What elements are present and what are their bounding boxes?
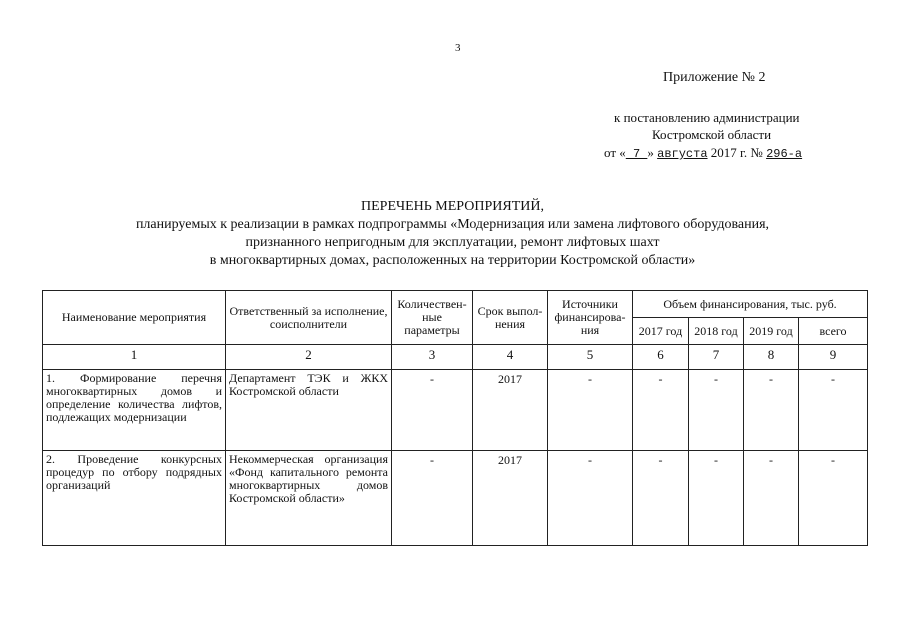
heading-title: ПЕРЕЧЕНЬ МЕРОПРИЯТИЙ, (361, 199, 544, 214)
header-term: Срок выпол-нения (473, 291, 548, 345)
measure-sources: - (548, 370, 633, 451)
col-number: 3 (392, 345, 473, 370)
header-sources: Источники финансирова-ния (548, 291, 633, 345)
funding-2018: - (689, 451, 744, 546)
page-number: 3 (455, 42, 461, 54)
heading-line-3: в многоквартирных домах, расположенных на территории Костромской области» (209, 253, 696, 268)
funding-2018: - (689, 370, 744, 451)
measure-name: 2. Проведение конкурсных процедур по отбору подрядных организаций (43, 451, 226, 546)
decree-number: 296-а (766, 147, 803, 161)
funding-2017: - (633, 370, 689, 451)
measure-quantity: - (392, 451, 473, 546)
col-number: 4 (473, 345, 548, 370)
measure-responsible: Департамент ТЭК и ЖКХ Костромской области (226, 370, 392, 451)
appendix-line-2: Костромской области (652, 127, 772, 142)
table-row (43, 451, 868, 546)
col-number: 6 (633, 345, 689, 370)
date-month: августа (657, 147, 708, 161)
col-number: 1 (43, 345, 226, 370)
date-suffix: 2017 г. № (707, 145, 767, 160)
col-number: 7 (689, 345, 744, 370)
measures-table (42, 290, 868, 546)
measure-name: 1. Формирование перечня многоквартирных домов и определение количества лифтов, подлежащих модернизации (43, 370, 226, 451)
measure-sources: - (548, 451, 633, 546)
header-responsible: Ответственный за исполнение, соисполнители (226, 291, 392, 345)
header-2017: 2017 год (633, 318, 689, 345)
col-number: 8 (744, 345, 799, 370)
funding-2019: - (744, 370, 799, 451)
header-2019: 2019 год (744, 318, 799, 345)
heading-line-2: признанного непригодным для эксплуатации, ремонт лифтовых шахт (245, 235, 660, 250)
measure-quantity: - (392, 370, 473, 451)
funding-total: - (799, 451, 868, 546)
measure-term: 2017 (473, 370, 548, 451)
appendix-line-1: к постановлению администрации (614, 110, 800, 125)
date-mid: » (647, 145, 658, 160)
column-numbers-row (43, 345, 868, 370)
table-row (43, 370, 868, 451)
col-number: 5 (548, 345, 633, 370)
funding-total: - (799, 370, 868, 451)
heading-line-1: планируемых к реализации в рамках подпрограммы «Модернизация или замена лифтового оборудования, (135, 217, 770, 232)
date-prefix: от « (604, 145, 626, 160)
col-number: 2 (226, 345, 392, 370)
appendix-date-line (604, 145, 802, 161)
document-heading (0, 198, 905, 270)
header-total: всего (799, 318, 868, 345)
measure-responsible: Некоммерческая организация «Фонд капитального ремонта многоквартирных домов Костромской области» (226, 451, 392, 546)
header-2018: 2018 год (689, 318, 744, 345)
header-funding: Объем финансирования, тыс. руб. (633, 291, 868, 318)
funding-2017: - (633, 451, 689, 546)
date-day: 7 (625, 147, 648, 161)
col-number: 9 (799, 345, 868, 370)
header-quantity: Количествен-ные параметры (392, 291, 473, 345)
measure-term: 2017 (473, 451, 548, 546)
appendix-title: Приложение № 2 (663, 70, 766, 85)
table-header-row-1 (43, 291, 868, 318)
funding-2019: - (744, 451, 799, 546)
header-name: Наименование мероприятия (43, 291, 226, 345)
